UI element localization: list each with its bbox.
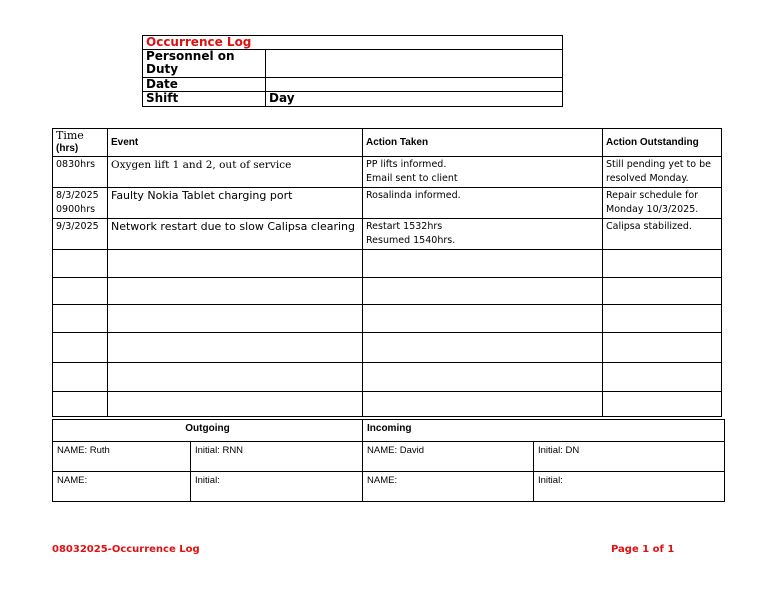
empty-row — [53, 278, 722, 305]
footer-page-number: Page 1 of 1 — [611, 544, 675, 555]
outgoing-header: Outgoing — [53, 420, 363, 442]
empty-cell[interactable] — [53, 305, 108, 333]
empty-cell[interactable] — [603, 250, 722, 278]
incoming-header: Incoming — [363, 420, 725, 442]
incoming-name-cell[interactable]: NAME: David — [363, 442, 534, 472]
outgoing-name-cell[interactable]: NAME: — [53, 472, 191, 502]
empty-cell[interactable] — [108, 333, 363, 363]
empty-row — [53, 250, 722, 278]
document-title: Occurrence Log — [143, 36, 563, 50]
action-taken-cell[interactable]: Rosalinda informed. — [363, 188, 603, 219]
action-outstanding-header: Action Outstanding — [603, 129, 722, 157]
handover-header-row — [53, 420, 725, 442]
empty-cell[interactable] — [603, 278, 722, 305]
event-cell[interactable]: Faulty Nokia Tablet charging port — [108, 188, 363, 219]
action-taken-cell[interactable]: PP lifts informed. Email sent to client — [363, 157, 603, 188]
empty-cell[interactable] — [363, 392, 603, 417]
outgoing-name-cell[interactable]: NAME: Ruth — [53, 442, 191, 472]
personnel-label: Personnel on Duty — [143, 50, 266, 78]
empty-cell[interactable] — [603, 363, 722, 392]
log-header-row — [53, 129, 722, 157]
event-cell[interactable]: Oxygen lift 1 and 2, out of service — [108, 157, 363, 188]
time-cell[interactable]: 8/3/2025 0900hrs — [53, 188, 108, 219]
shift-value[interactable]: Day — [266, 92, 563, 107]
action-taken-header: Action Taken — [363, 129, 603, 157]
empty-cell[interactable] — [603, 392, 722, 417]
header-table — [142, 35, 563, 107]
empty-cell[interactable] — [108, 392, 363, 417]
empty-row — [53, 363, 722, 392]
empty-cell[interactable] — [53, 333, 108, 363]
empty-row — [53, 305, 722, 333]
empty-row — [53, 392, 722, 417]
empty-cell[interactable] — [603, 333, 722, 363]
action-outstanding-cell[interactable]: Calipsa stabilized. — [603, 219, 722, 250]
date-value[interactable] — [266, 78, 563, 92]
empty-cell[interactable] — [108, 278, 363, 305]
empty-cell[interactable] — [53, 363, 108, 392]
table-row — [53, 188, 722, 219]
time-cell[interactable]: 0830hrs — [53, 157, 108, 188]
date-label: Date — [143, 78, 266, 92]
empty-cell[interactable] — [363, 305, 603, 333]
handover-table — [52, 419, 725, 502]
incoming-initial-cell[interactable]: Initial: — [534, 472, 725, 502]
time-cell[interactable]: 9/3/2025 — [53, 219, 108, 250]
table-row — [53, 157, 722, 188]
incoming-name-cell[interactable]: NAME: — [363, 472, 534, 502]
action-outstanding-cell[interactable]: Repair schedule for Monday 10/3/2025. — [603, 188, 722, 219]
empty-cell[interactable] — [108, 250, 363, 278]
incoming-initial-cell[interactable]: Initial: DN — [534, 442, 725, 472]
handover-row — [53, 442, 725, 472]
footer-document-name: 08032025-Occurrence Log — [52, 544, 200, 555]
outgoing-initial-cell[interactable]: Initial: RNN — [191, 442, 363, 472]
event-header: Event — [108, 129, 363, 157]
empty-cell[interactable] — [53, 278, 108, 305]
log-table — [52, 128, 722, 417]
empty-cell[interactable] — [363, 250, 603, 278]
empty-cell[interactable] — [363, 333, 603, 363]
event-cell[interactable]: Network restart due to slow Calipsa clearing — [108, 219, 363, 250]
personnel-value[interactable] — [266, 50, 563, 78]
empty-cell[interactable] — [108, 363, 363, 392]
empty-cell[interactable] — [53, 392, 108, 417]
empty-cell[interactable] — [603, 305, 722, 333]
shift-label: Shift — [143, 92, 266, 107]
outgoing-initial-cell[interactable]: Initial: — [191, 472, 363, 502]
empty-cell[interactable] — [53, 250, 108, 278]
handover-row — [53, 472, 725, 502]
time-header: Time (hrs) — [53, 129, 108, 157]
empty-row — [53, 333, 722, 363]
empty-cell[interactable] — [108, 305, 363, 333]
action-outstanding-cell[interactable]: Still pending yet to be resolved Monday. — [603, 157, 722, 188]
action-taken-cell[interactable]: Restart 1532hrs Resumed 1540hrs. — [363, 219, 603, 250]
empty-cell[interactable] — [363, 278, 603, 305]
empty-cell[interactable] — [363, 363, 603, 392]
table-row — [53, 219, 722, 250]
